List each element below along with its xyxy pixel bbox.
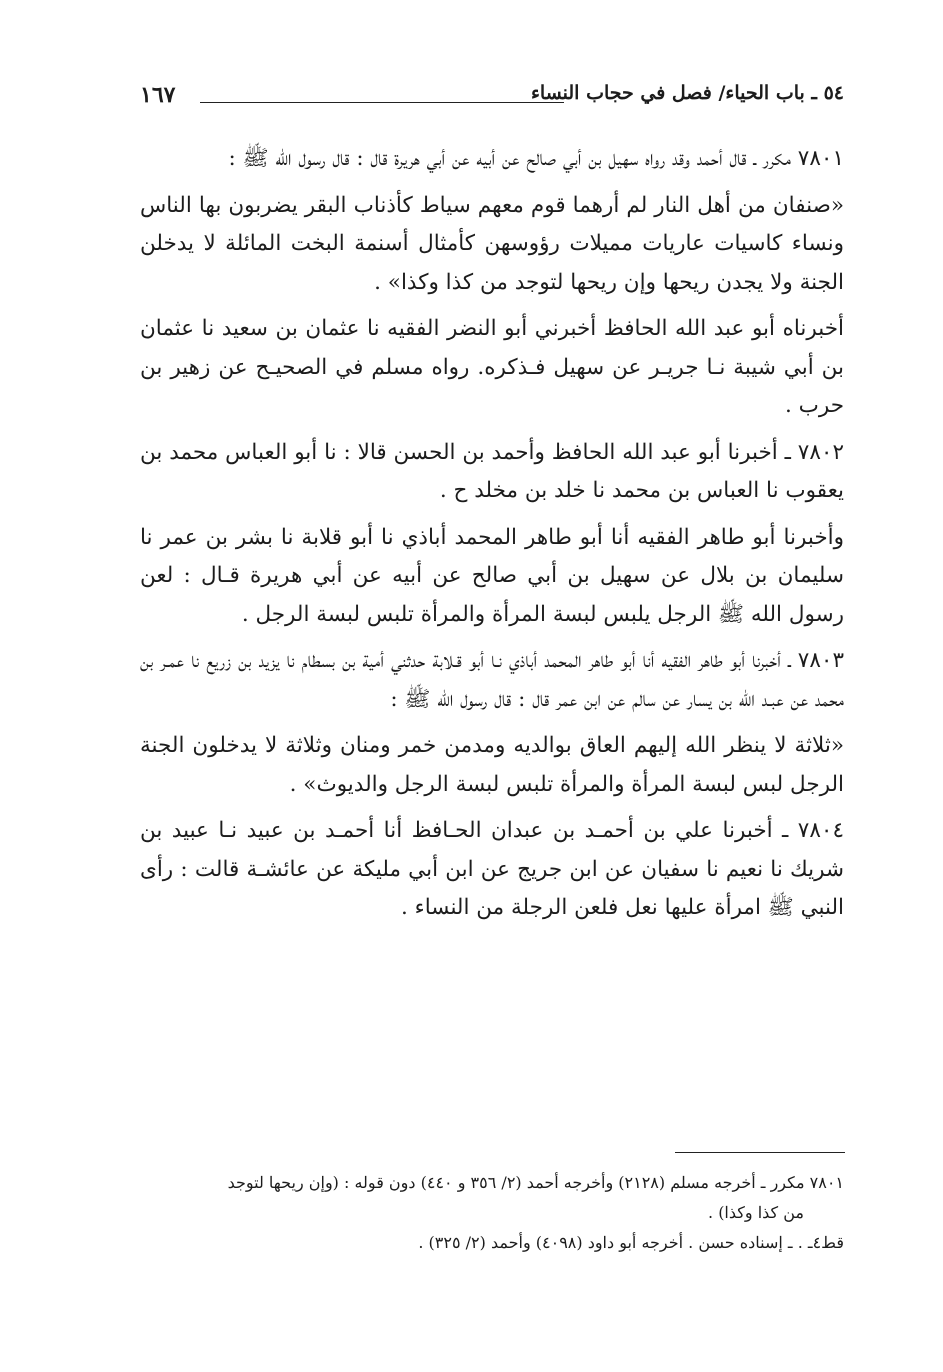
main-text — [140, 140, 844, 936]
paragraph-hadith-7801: ٧٨٠١ مكرر ـ قال أحمد وقد رواه سهيل بن أبي صالح عن أبيه عن أبي هريرة قال : قال رسول الله ﷺ : — [228, 146, 844, 171]
chapter-title: ٥٤ ـ باب الحياء/ فصل في حجاب النساء — [530, 82, 844, 104]
hadith-quote-2: «ثلاثة لا ينظر الله إليهم العاق بوالديه ومدمن خمر ومنان وثلاثة لا يدخلون الجنة الرجل لبس لبسة المرأة والمرأة تلبس لبسة الرجل والديوث» . — [140, 733, 844, 797]
page-header — [140, 82, 844, 118]
paragraph-hadith-7802: ٧٨٠٢ ـ أخبرنا أبو عبد الله الحافظ وأحمد بن الحسن قالا : نا أبو العباس محمد بن يعقوب نا العباس بن محمد نا خلد بن مخلد ح . — [140, 439, 844, 503]
paragraph-isnad-2: وأخبرنا أبو طاهر الفقيه أنا أبو طاهر المحمد أباذي نا أبو قلابة نا بشر بن عمر نا سليمان بن بلال عن سهيل بن أبي صالح عن أبيه عن أبي هريرة قـال : لعن رسول الله ﷺ الرجل يلبس لبسة المرأة والمرأة تلبس لبسة الرجل . — [140, 524, 844, 627]
footnote-rule — [675, 1152, 845, 1153]
paragraph-hadith-7803: ٧٨٠٣ ـ أخبرنا أبو طاهر الفقيه أنا أبو طاهر المحمد أباذي نـا أبو قـلابة حدثني أمية بن بسطام نا يزيد بن زريع نا عمـر بن محمد عن عبـد الله بن يسار عن سالم عن ابن عمر قال : قال رسول الله ﷺ : — [140, 648, 844, 712]
paragraph-hadith-7804: ٧٨٠٤ ـ أخبرنا علي بن أحمـد بن عبدان الحـافظ أنا أحمـد بن عبيد نـا عبيد بن شريك نا نعيم نا سفيان عن ابن جريج عن ابن أبي مليكة عن عائشـة قالت : رأى النبي ﷺ امرأة عليها نعل فلعن الرجلة من النساء . — [140, 818, 844, 920]
page-number: ١٦٧ — [140, 82, 176, 108]
footnotes — [140, 1168, 844, 1258]
footnote-line: قط٤ـ . ـ إسناده حسن . أخرجه أبو داود (٤٠٩٨) وأحمد (٢/ ٣٢٥) . — [418, 1233, 844, 1252]
hadith-quote: «صنفان من أهل النار لم أرهما قوم معهم سياط كأذناب البقر يضربون بها الناس ونساء كاسيات عاريات مميلات رؤوسهن كأمثال أسنمة البخت المائلة لا يدخلن الجنة ولا يجدن ريحها وإن ريحها لتوجد من كذا وكذا» . — [140, 192, 844, 295]
footnote-line: من كذا وكذا) . — [708, 1203, 804, 1222]
footnote-line: ٧٨٠١ مكرر ـ أخرجه مسلم (٢١٢٨) وأخرجه أحمد (٢/ ٣٥٦ و ٤٤٠) دون قوله : (وإن ريحها لتوجد — [227, 1173, 844, 1192]
header-rule — [200, 102, 564, 103]
paragraph-isnad: أخبرناه أبو عبد الله الحافظ أخبرني أبو النضر الفقيه نا عثمان بن سعيد نا عثمان بن أبي شيبة نـا جريـر عن سهيل فـذكره. رواه مسلم في الصحيـح عن زهير بن حرب . — [140, 316, 844, 418]
